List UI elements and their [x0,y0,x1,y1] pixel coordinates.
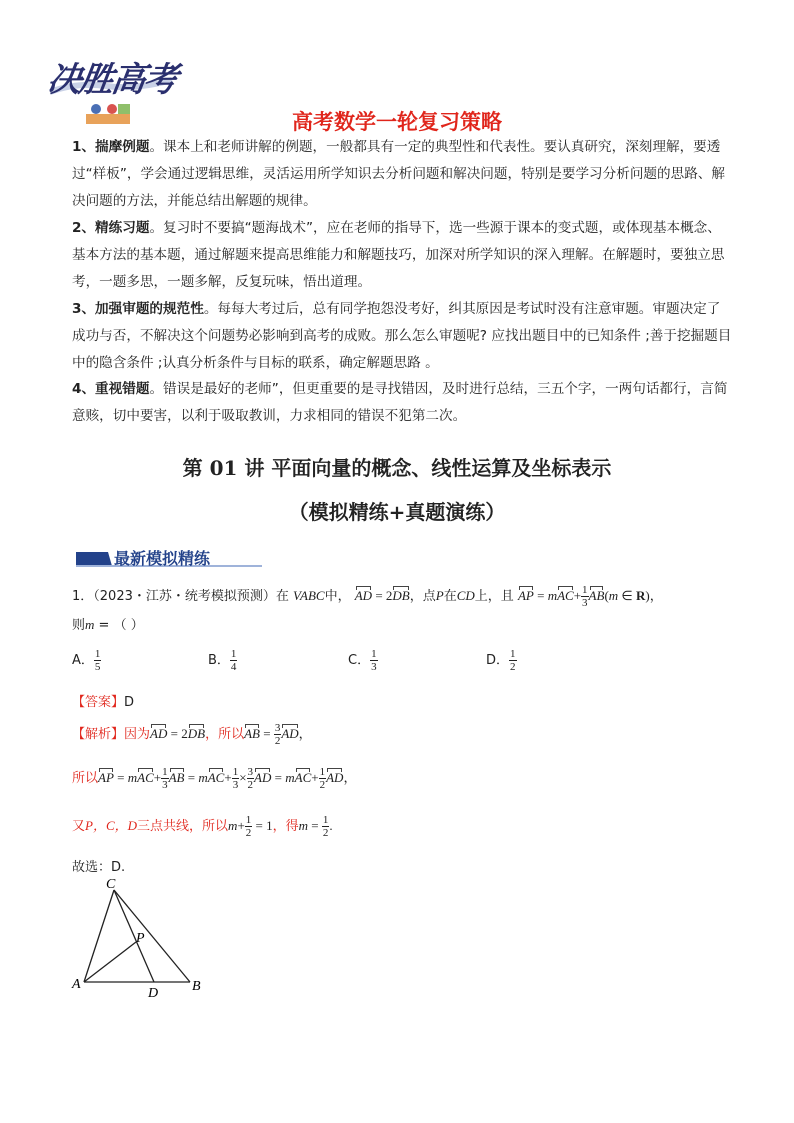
side-cb [114,890,190,982]
strategy-4: 4、重视错题。错误是最好的老师”，但更重要的是寻找错因，及时进行总结，三五个字，一两句话都行，言简意赅，切中要害，以利于吸取教训，力求相同的错误不犯第二次。 [72,381,728,424]
analysis-line-2: 所以AP = mAC+ $\frac{1}{3}$ AB = mAC+ $\frac{1}{3}$ × $\frac{3}{2}$ AD = mAC+ $\frac{1}{2}$ AD， [72,766,357,791]
side-ac [84,890,114,982]
segment-ap [84,942,136,982]
strategy-1: 1、揣摩例题。课本上和老师讲解的例题，一般都具有一定的典型性和代表性。要认真研究，深刻理解，要透过“样板”，学会通过逻辑思维，灵活运用所学知识去分析问题和解决问题，特别是要学习分析问题的思路、解决问题的方法，并能总结出解题的规律。 [72,139,725,209]
answer: 【答案】D [72,695,135,710]
lecture-subtitle: （模拟精练+真题演练） [288,500,506,524]
analysis-line-1: 【解析】因为AD = 2DB，所以AB = $\frac{3}{2}$ AD， [72,722,312,747]
segment-cd [114,890,154,982]
question-stem: 1．（2023・江苏・统考模拟预测）在 VABC中， AD = 2DB，点P在CD上，且 AP = mAC+ $\frac{1}{3}$ AB(m ∈ R)， [72,584,663,609]
section-banner-title: 最新模拟精练 [114,549,211,568]
brand-logo: 决胜高考 [44,60,179,100]
label-p: P [136,931,145,946]
strategy-2: 2、精练习题。复习时不要搞“题海战术”，应在老师的指导下，选一些源于课本的变式题，或体现基本概念、基本方法的基本题，通过解题来提高思维能力和解题技巧，加深对所学知识的深入理解。在解题时，要独立思考，一题多思，一题多解，反复玩味，悟出道理。 [72,220,725,290]
triangle-figure [66,876,212,1002]
label-c: C [106,877,116,892]
question-ask: 则m = （ ） [72,617,144,633]
option-a[interactable]: A． $\frac{1}{5}$ [72,648,101,673]
strategy-3: 3、加强审题的规范性。每每大考过后，总有同学抱怨没考好，纠其原因是考试时没有注意审题。审题决定了成功与否，不解决这个问题势必影响到高考的成败。那么怎么审题呢? 应找出题目中的已知条件 ;善于挖掘题目中的隐含条件 ;认真分析条件与目标的联系，确定解题思路 。 [72,301,732,371]
analysis-line-3: 又P，C，D三点共线，所以m+ $\frac{1}{2}$ = 1，得m = $\frac{1}{2}$ . [72,814,333,839]
label-b: B [192,979,201,994]
option-c[interactable]: C． $\frac{1}{3}$ [348,648,377,673]
label-d: D [148,986,159,1001]
option-b[interactable]: B． $\frac{1}{4}$ [208,648,237,673]
page-title: 高考数学一轮复习策略 [292,110,502,134]
label-a: A [72,977,81,992]
option-d[interactable]: D． $\frac{1}{2}$ [486,648,516,673]
lecture-title: 第 01 讲 平面向量的概念、线性运算及坐标表示 [182,456,612,480]
analysis-choice: 故选：D. [72,860,126,875]
